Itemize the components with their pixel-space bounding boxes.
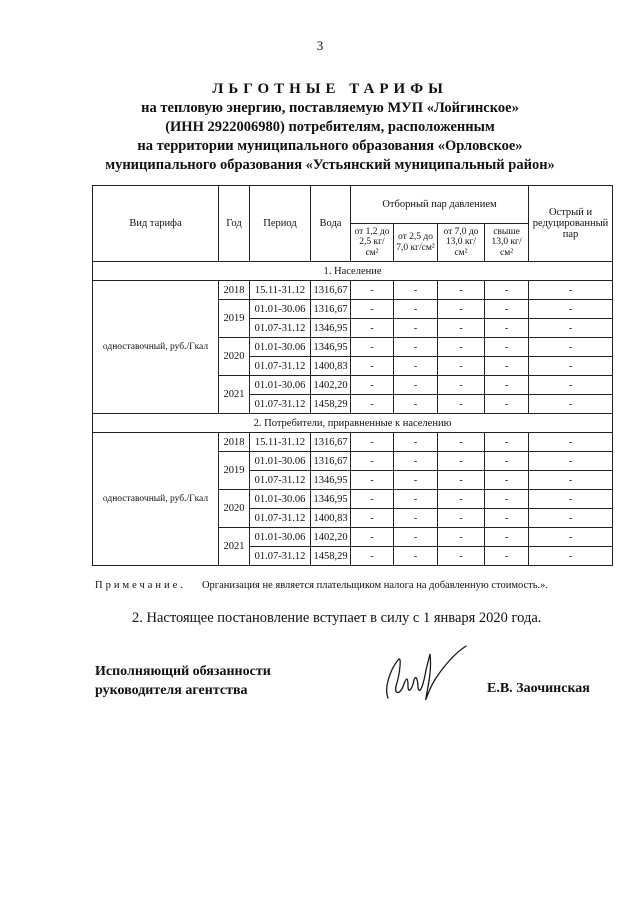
empty-value: - (394, 376, 438, 395)
year-cell: 2019 (219, 452, 250, 490)
period-cell: 01.01-30.06 (250, 338, 311, 357)
empty-value: - (485, 452, 529, 471)
water-value: 1458,29 (311, 547, 351, 566)
page-number: 3 (316, 38, 324, 53)
empty-value: - (351, 319, 394, 338)
period-cell: 15.11-31.12 (250, 281, 311, 300)
header-year: Год (219, 186, 250, 262)
empty-value: - (351, 471, 394, 490)
empty-value: - (529, 281, 613, 300)
note-text: Организация не является плательщиком налога на добавленную стоимость.». (201, 580, 549, 591)
water-value: 1316,67 (311, 452, 351, 471)
empty-value: - (529, 376, 613, 395)
empty-value: - (529, 357, 613, 376)
empty-value: - (351, 433, 394, 452)
empty-value: - (394, 471, 438, 490)
header-water: Вода (311, 186, 351, 262)
empty-value: - (485, 547, 529, 566)
year-cell: 2018 (219, 433, 250, 452)
empty-value: - (529, 471, 613, 490)
empty-value: - (394, 452, 438, 471)
period-cell: 01.07-31.12 (250, 471, 311, 490)
empty-value: - (438, 547, 485, 566)
empty-value: - (351, 490, 394, 509)
document-title (60, 80, 600, 175)
water-value: 1346,95 (311, 471, 351, 490)
empty-value: - (438, 452, 485, 471)
tariff-kind: одноставочный, руб./Гкал (93, 281, 219, 414)
empty-value: - (394, 528, 438, 547)
empty-value: - (438, 509, 485, 528)
empty-value: - (529, 319, 613, 338)
empty-value: - (394, 509, 438, 528)
note-label: Примечание. (95, 580, 186, 591)
water-value: 1402,20 (311, 528, 351, 547)
water-value: 1316,67 (311, 433, 351, 452)
empty-value: - (351, 395, 394, 414)
section-row (93, 414, 613, 433)
empty-value: - (438, 395, 485, 414)
water-value: 1346,95 (311, 319, 351, 338)
empty-value: - (351, 452, 394, 471)
table-row (93, 281, 613, 300)
empty-value: - (394, 357, 438, 376)
water-value: 1346,95 (311, 490, 351, 509)
empty-value: - (485, 281, 529, 300)
empty-value: - (529, 433, 613, 452)
period-cell: 01.07-31.12 (250, 357, 311, 376)
empty-value: - (394, 338, 438, 357)
empty-value: - (394, 490, 438, 509)
empty-value: - (529, 395, 613, 414)
empty-value: - (529, 547, 613, 566)
empty-value: - (394, 433, 438, 452)
water-value: 1400,83 (311, 509, 351, 528)
note (95, 580, 548, 591)
empty-value: - (485, 319, 529, 338)
empty-value: - (529, 509, 613, 528)
table-body (93, 262, 613, 566)
empty-value: - (394, 319, 438, 338)
header-steam-2: от 2,5 до 7,0 кг/см² (394, 224, 438, 262)
title-line-3: на территории муниципального образования «Орловское» (137, 138, 523, 154)
empty-value: - (485, 376, 529, 395)
header-period: Период (250, 186, 311, 262)
empty-value: - (438, 319, 485, 338)
period-cell: 01.01-30.06 (250, 376, 311, 395)
empty-value: - (351, 300, 394, 319)
water-value: 1400,83 (311, 357, 351, 376)
water-value: 1458,29 (311, 395, 351, 414)
empty-value: - (485, 433, 529, 452)
empty-value: - (485, 528, 529, 547)
water-value: 1346,95 (311, 338, 351, 357)
empty-value: - (394, 547, 438, 566)
period-cell: 01.01-30.06 (250, 300, 311, 319)
empty-value: - (351, 338, 394, 357)
empty-value: - (394, 300, 438, 319)
period-cell: 01.01-30.06 (250, 452, 311, 471)
section-title: 2. Потребители, приравненные к населению (93, 414, 613, 433)
header-steam-group: Отборный пар давлением (351, 186, 529, 224)
title-heading: ЛЬГОТНЫЕ ТАРИФЫ (212, 81, 448, 97)
header-steam-1: от 1,2 до 2,5 кг/см² (351, 224, 394, 262)
tariff-table (92, 185, 613, 566)
period-cell: 01.07-31.12 (250, 547, 311, 566)
empty-value: - (485, 490, 529, 509)
period-cell: 15.11-31.12 (250, 433, 311, 452)
water-value: 1402,20 (311, 376, 351, 395)
empty-value: - (485, 357, 529, 376)
empty-value: - (438, 281, 485, 300)
empty-value: - (438, 357, 485, 376)
year-cell: 2018 (219, 281, 250, 300)
empty-value: - (438, 490, 485, 509)
empty-value: - (438, 528, 485, 547)
empty-value: - (438, 376, 485, 395)
empty-value: - (351, 509, 394, 528)
water-value: 1316,67 (311, 300, 351, 319)
water-value: 1316,67 (311, 281, 351, 300)
empty-value: - (529, 528, 613, 547)
empty-value: - (351, 528, 394, 547)
empty-value: - (351, 357, 394, 376)
empty-value: - (351, 547, 394, 566)
handwritten-signature (370, 640, 470, 720)
empty-value: - (351, 376, 394, 395)
empty-value: - (485, 509, 529, 528)
empty-value: - (394, 281, 438, 300)
empty-value: - (438, 471, 485, 490)
year-cell: 2020 (219, 338, 250, 376)
signatory-role-line-1: Исполняющий обязанности (95, 664, 271, 679)
period-cell: 01.01-30.06 (250, 490, 311, 509)
signatory-role-line-2: руководителя агентства (95, 683, 248, 698)
tariff-kind: одноставочный, руб./Гкал (93, 433, 219, 566)
empty-value: - (485, 338, 529, 357)
year-cell: 2021 (219, 376, 250, 414)
empty-value: - (485, 471, 529, 490)
year-cell: 2021 (219, 528, 250, 566)
title-line-2: (ИНН 2922006980) потребителям, расположенным (165, 119, 495, 135)
empty-value: - (438, 338, 485, 357)
empty-value: - (485, 300, 529, 319)
title-line-1: на тепловую энергию, поставляемую МУП «Лойгинское» (141, 100, 519, 116)
empty-value: - (438, 300, 485, 319)
section-row (93, 262, 613, 281)
period-cell: 01.07-31.12 (250, 509, 311, 528)
table-row (93, 433, 613, 452)
title-line-4: муниципального образования «Устьянский муниципальный район» (105, 157, 555, 173)
empty-value: - (529, 338, 613, 357)
empty-value: - (529, 452, 613, 471)
empty-value: - (529, 490, 613, 509)
empty-value: - (394, 395, 438, 414)
period-cell: 01.07-31.12 (250, 319, 311, 338)
header-sharp-steam: Острый и редуцированный пар (529, 186, 613, 262)
section-title: 1. Население (93, 262, 613, 281)
header-kind: Вид тарифа (93, 186, 219, 262)
year-cell: 2019 (219, 300, 250, 338)
empty-value: - (438, 433, 485, 452)
empty-value: - (529, 300, 613, 319)
empty-value: - (351, 281, 394, 300)
signatory-role (95, 662, 271, 700)
empty-value: - (485, 395, 529, 414)
signatory-name: Е.В. Заочинская (487, 681, 590, 696)
year-cell: 2020 (219, 490, 250, 528)
period-cell: 01.07-31.12 (250, 395, 311, 414)
effective-date-paragraph: 2. Настоящее постановление вступает в силу с 1 января 2020 года. (132, 610, 542, 626)
header-steam-3: от 7,0 до 13,0 кг/см² (438, 224, 485, 262)
header-steam-4: свыше 13,0 кг/см² (485, 224, 529, 262)
period-cell: 01.01-30.06 (250, 528, 311, 547)
